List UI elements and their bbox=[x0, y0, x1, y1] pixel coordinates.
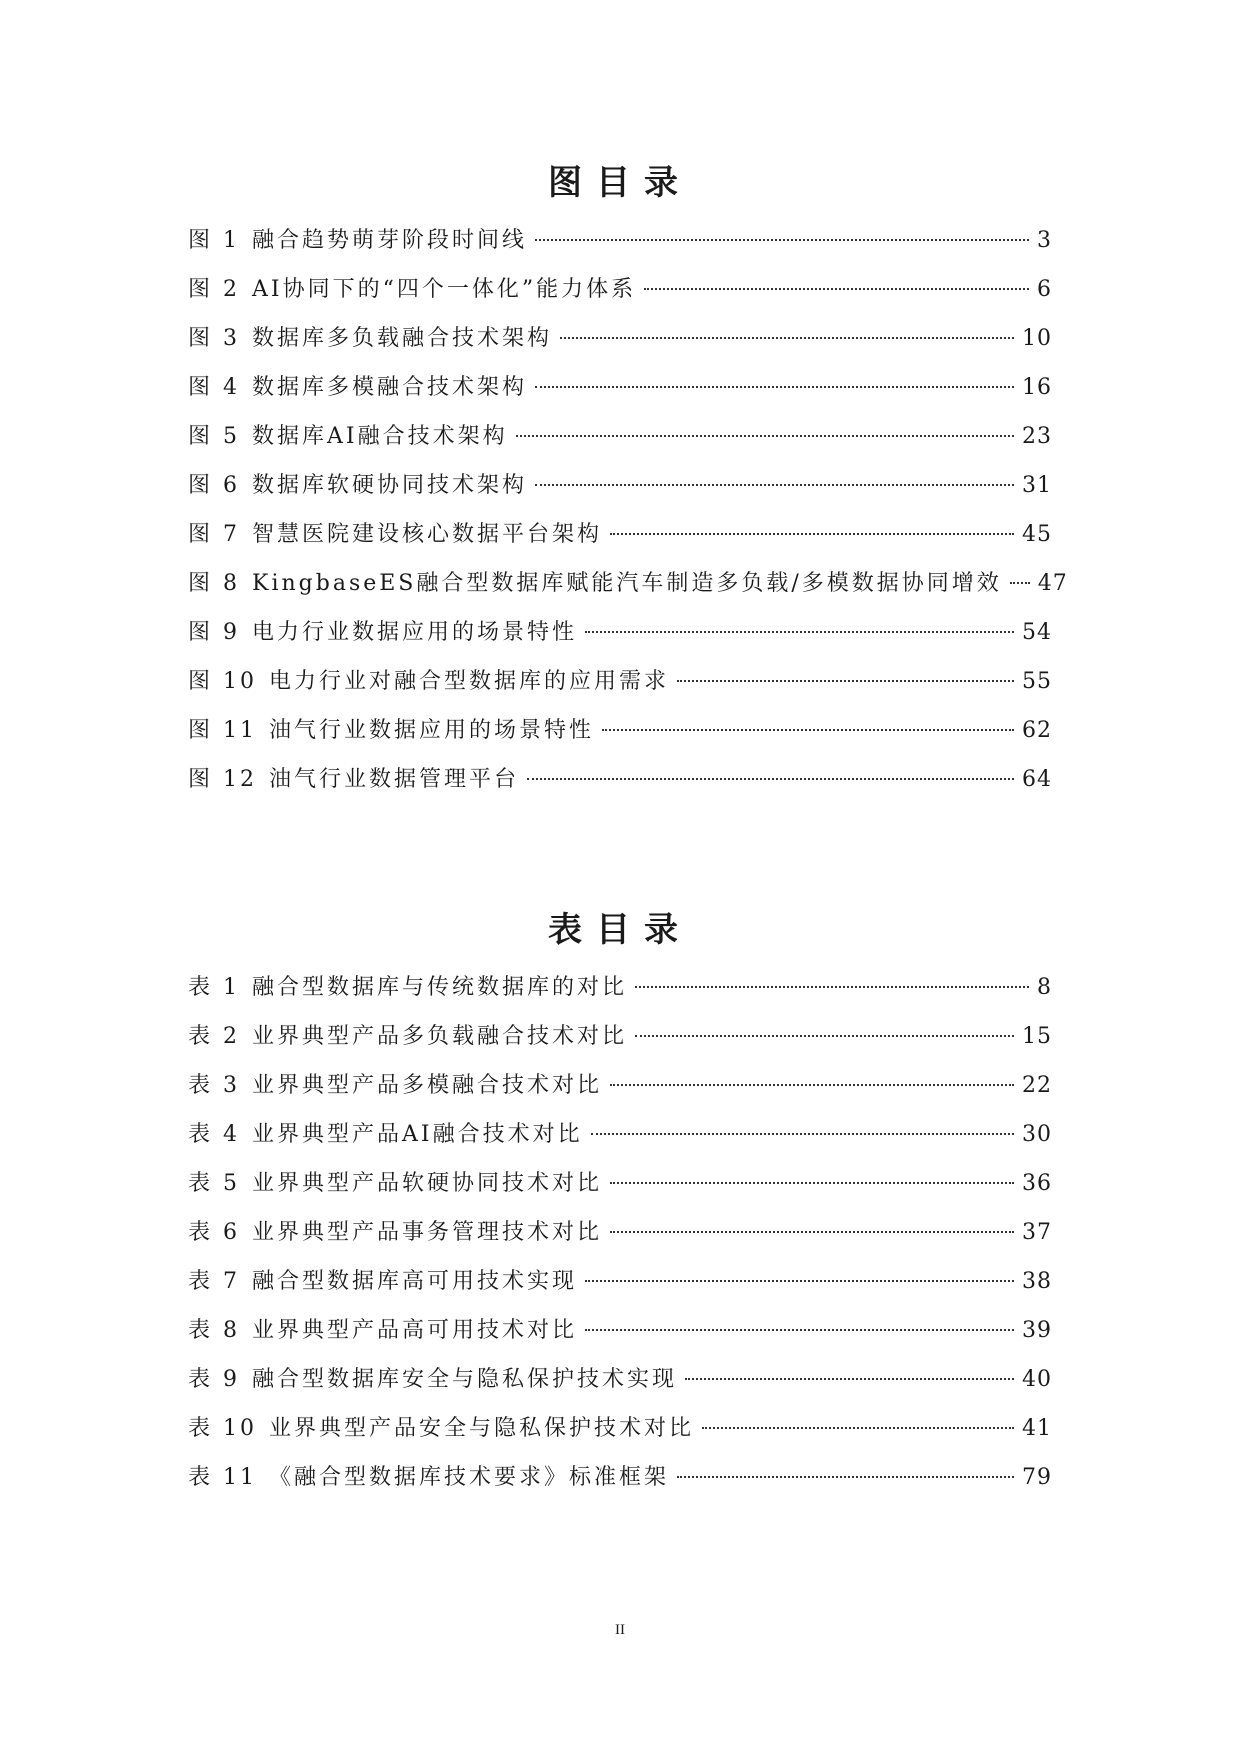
toc-entry-number: 10 bbox=[223, 669, 258, 694]
toc-entry-number: 3 bbox=[223, 326, 241, 351]
toc-entry-title: 业界典型产品AI融合技术对比 bbox=[252, 1122, 583, 1147]
toc-entry-page: 30 bbox=[1022, 1122, 1052, 1147]
toc-entry-label: 表 bbox=[188, 1416, 214, 1441]
toc-entry-title: 油气行业数据应用的场景特性 bbox=[269, 718, 595, 743]
toc-entry[interactable] bbox=[188, 963, 1052, 1012]
toc-entry[interactable] bbox=[188, 216, 1052, 265]
toc-entry-number: 10 bbox=[223, 1416, 258, 1441]
toc-entry[interactable] bbox=[188, 461, 1052, 510]
toc-entry[interactable] bbox=[188, 265, 1052, 314]
toc-entry[interactable] bbox=[188, 559, 1068, 608]
toc-entry-page: 6 bbox=[1037, 277, 1052, 302]
toc-entry-title: 数据库多模融合技术架构 bbox=[252, 375, 528, 400]
toc-entry-label: 表 bbox=[188, 1465, 214, 1490]
toc-entry-number: 12 bbox=[223, 767, 258, 792]
toc-entry-number: 7 bbox=[223, 1269, 241, 1294]
toc-entry[interactable] bbox=[188, 1355, 1052, 1404]
toc-entry[interactable] bbox=[188, 510, 1052, 559]
toc-entry-label: 表 bbox=[188, 1171, 214, 1196]
toc-entry-label: 表 bbox=[188, 1024, 214, 1049]
toc-entry-number: 6 bbox=[223, 1220, 241, 1245]
toc-entry-title: KingbaseES融合型数据库赋能汽车制造多负载/多模数据协同增效 bbox=[252, 571, 1002, 596]
toc-entry-label: 图 bbox=[188, 473, 214, 498]
toc-dot-leader bbox=[535, 484, 1014, 486]
toc-entry-page: 39 bbox=[1022, 1318, 1052, 1343]
toc-entry-page: 36 bbox=[1022, 1171, 1052, 1196]
toc-entry-label: 图 bbox=[188, 277, 214, 302]
toc-entry[interactable] bbox=[188, 1061, 1052, 1110]
toc-entry-title: AI协同下的“四个一体化”能力体系 bbox=[252, 277, 637, 302]
toc-entry-title: 数据库软硬协同技术架构 bbox=[252, 473, 528, 498]
toc-dot-leader bbox=[1010, 582, 1030, 584]
toc-entry-page: 47 bbox=[1037, 571, 1068, 596]
toc-entry-number: 2 bbox=[223, 1024, 241, 1049]
toc-entry-page: 62 bbox=[1022, 718, 1052, 743]
toc-entry-title: 数据库AI融合技术架构 bbox=[252, 424, 508, 449]
toc-dot-leader bbox=[527, 778, 1014, 780]
toc-entry-label: 表 bbox=[188, 1269, 214, 1294]
toc-entry[interactable] bbox=[188, 755, 1052, 804]
toc-entry-title: 融合型数据库与传统数据库的对比 bbox=[252, 975, 628, 1000]
toc-dot-leader bbox=[535, 386, 1014, 388]
toc-entry[interactable] bbox=[188, 1306, 1052, 1355]
toc-dot-leader bbox=[702, 1427, 1014, 1429]
toc-dot-leader bbox=[602, 729, 1014, 731]
toc-entry-number: 5 bbox=[223, 1171, 241, 1196]
toc-entry-label: 图 bbox=[188, 669, 214, 694]
toc-entry-page: 40 bbox=[1022, 1367, 1052, 1392]
toc-entry-page: 79 bbox=[1022, 1465, 1052, 1490]
toc-entry-page: 37 bbox=[1022, 1220, 1052, 1245]
toc-entry-number: 8 bbox=[223, 1318, 241, 1343]
toc-entry-page: 23 bbox=[1022, 424, 1052, 449]
toc-entry[interactable] bbox=[188, 363, 1052, 412]
toc-entry-number: 1 bbox=[223, 975, 241, 1000]
toc-entry-label: 图 bbox=[188, 522, 214, 547]
toc-entry-title: 业界典型产品软硬协同技术对比 bbox=[252, 1171, 603, 1196]
toc-entry-number: 3 bbox=[223, 1073, 241, 1098]
toc-entry-page: 15 bbox=[1022, 1024, 1052, 1049]
toc-entry-title: 融合型数据库安全与隐私保护技术实现 bbox=[252, 1367, 678, 1392]
toc-dot-leader bbox=[610, 1182, 1014, 1184]
toc-entry-number: 7 bbox=[223, 522, 241, 547]
toc-entry-label: 表 bbox=[188, 1073, 214, 1098]
toc-dot-leader bbox=[635, 986, 1029, 988]
toc-entry[interactable] bbox=[188, 1453, 1052, 1502]
toc-entry-number: 4 bbox=[223, 375, 241, 400]
toc-entry-number: 11 bbox=[223, 1465, 258, 1490]
toc-entry-page: 41 bbox=[1022, 1416, 1052, 1441]
toc-entry-title: 电力行业对融合型数据库的应用需求 bbox=[269, 669, 670, 694]
toc-entry[interactable] bbox=[188, 412, 1052, 461]
toc-entry-title: 融合趋势萌芽阶段时间线 bbox=[252, 228, 528, 253]
toc-entry-title: 数据库多负载融合技术架构 bbox=[252, 326, 553, 351]
toc-entry-number: 2 bbox=[223, 277, 241, 302]
toc-dot-leader bbox=[677, 680, 1014, 682]
toc-dot-leader bbox=[591, 1133, 1014, 1135]
toc-dot-leader bbox=[644, 288, 1029, 290]
toc-entry-page: 10 bbox=[1022, 326, 1052, 351]
toc-entry-page: 54 bbox=[1022, 620, 1052, 645]
toc-entry-page: 38 bbox=[1022, 1269, 1052, 1294]
toc-entry-label: 图 bbox=[188, 424, 214, 449]
toc-dot-leader bbox=[535, 239, 1029, 241]
toc-entry[interactable] bbox=[188, 1012, 1052, 1061]
table-list-title: 表目录 bbox=[548, 910, 692, 950]
toc-entry-page: 8 bbox=[1037, 975, 1052, 1000]
toc-dot-leader bbox=[685, 1378, 1014, 1380]
toc-entry-label: 图 bbox=[188, 767, 214, 792]
toc-entry[interactable] bbox=[188, 657, 1052, 706]
toc-dot-leader bbox=[585, 631, 1014, 633]
toc-entry-label: 表 bbox=[188, 975, 214, 1000]
toc-entry-number: 8 bbox=[223, 571, 241, 596]
figure-list-title: 图目录 bbox=[548, 163, 692, 203]
toc-entry-title: 《融合型数据库技术要求》标准框架 bbox=[269, 1465, 670, 1490]
toc-entry-title: 融合型数据库高可用技术实现 bbox=[252, 1269, 578, 1294]
toc-dot-leader bbox=[516, 435, 1014, 437]
toc-entry[interactable] bbox=[188, 1110, 1052, 1159]
toc-entry-label: 图 bbox=[188, 571, 214, 596]
toc-entry-label: 图 bbox=[188, 228, 214, 253]
toc-entry-label: 表 bbox=[188, 1220, 214, 1245]
toc-dot-leader bbox=[610, 533, 1014, 535]
toc-entry[interactable] bbox=[188, 1208, 1052, 1257]
toc-dot-leader bbox=[610, 1084, 1014, 1086]
toc-entry-number: 9 bbox=[223, 1367, 241, 1392]
toc-entry[interactable] bbox=[188, 314, 1052, 363]
toc-entry-label: 表 bbox=[188, 1367, 214, 1392]
toc-entry-title: 业界典型产品事务管理技术对比 bbox=[252, 1220, 603, 1245]
toc-entry-number: 1 bbox=[223, 228, 241, 253]
toc-entry-number: 6 bbox=[223, 473, 241, 498]
toc-entry-number: 9 bbox=[223, 620, 241, 645]
toc-entry-title: 智慧医院建设核心数据平台架构 bbox=[252, 522, 603, 547]
toc-entry-page: 3 bbox=[1037, 228, 1052, 253]
toc-dot-leader bbox=[585, 1280, 1014, 1282]
toc-entry-title: 业界典型产品安全与隐私保护技术对比 bbox=[269, 1416, 695, 1441]
table-list-section bbox=[188, 905, 1052, 1502]
figure-list-section bbox=[188, 158, 1068, 804]
toc-entry-number: 5 bbox=[223, 424, 241, 449]
toc-entry-label: 图 bbox=[188, 375, 214, 400]
toc-entry-title: 业界典型产品高可用技术对比 bbox=[252, 1318, 578, 1343]
toc-entry[interactable] bbox=[188, 706, 1052, 755]
toc-dot-leader bbox=[677, 1476, 1014, 1478]
toc-entry[interactable] bbox=[188, 1404, 1052, 1453]
toc-entry-label: 图 bbox=[188, 620, 214, 645]
toc-entry-title: 电力行业数据应用的场景特性 bbox=[252, 620, 578, 645]
toc-entry[interactable] bbox=[188, 1257, 1052, 1306]
toc-entry-page: 22 bbox=[1022, 1073, 1052, 1098]
toc-entry-page: 45 bbox=[1022, 522, 1052, 547]
toc-entry-title: 业界典型产品多模融合技术对比 bbox=[252, 1073, 603, 1098]
toc-entry-page: 16 bbox=[1022, 375, 1052, 400]
toc-entry-label: 表 bbox=[188, 1318, 214, 1343]
toc-entry-label: 表 bbox=[188, 1122, 214, 1147]
toc-entry-label: 图 bbox=[188, 326, 214, 351]
toc-entry-label: 图 bbox=[188, 718, 214, 743]
toc-entry-page: 55 bbox=[1022, 669, 1052, 694]
toc-entry-number: 4 bbox=[223, 1122, 241, 1147]
toc-entry-title: 业界典型产品多负载融合技术对比 bbox=[252, 1024, 628, 1049]
toc-entry[interactable] bbox=[188, 608, 1052, 657]
toc-dot-leader bbox=[560, 337, 1014, 339]
toc-dot-leader bbox=[585, 1329, 1014, 1331]
toc-entry-number: 11 bbox=[223, 718, 258, 743]
toc-entry-title: 油气行业数据管理平台 bbox=[269, 767, 520, 792]
toc-entry-page: 31 bbox=[1022, 473, 1052, 498]
toc-dot-leader bbox=[635, 1035, 1014, 1037]
toc-entry-page: 64 bbox=[1022, 767, 1052, 792]
page-number: II bbox=[615, 1622, 625, 1638]
toc-dot-leader bbox=[610, 1231, 1014, 1233]
toc-entry[interactable] bbox=[188, 1159, 1052, 1208]
table-list bbox=[188, 963, 1052, 1502]
figure-list bbox=[188, 216, 1068, 804]
